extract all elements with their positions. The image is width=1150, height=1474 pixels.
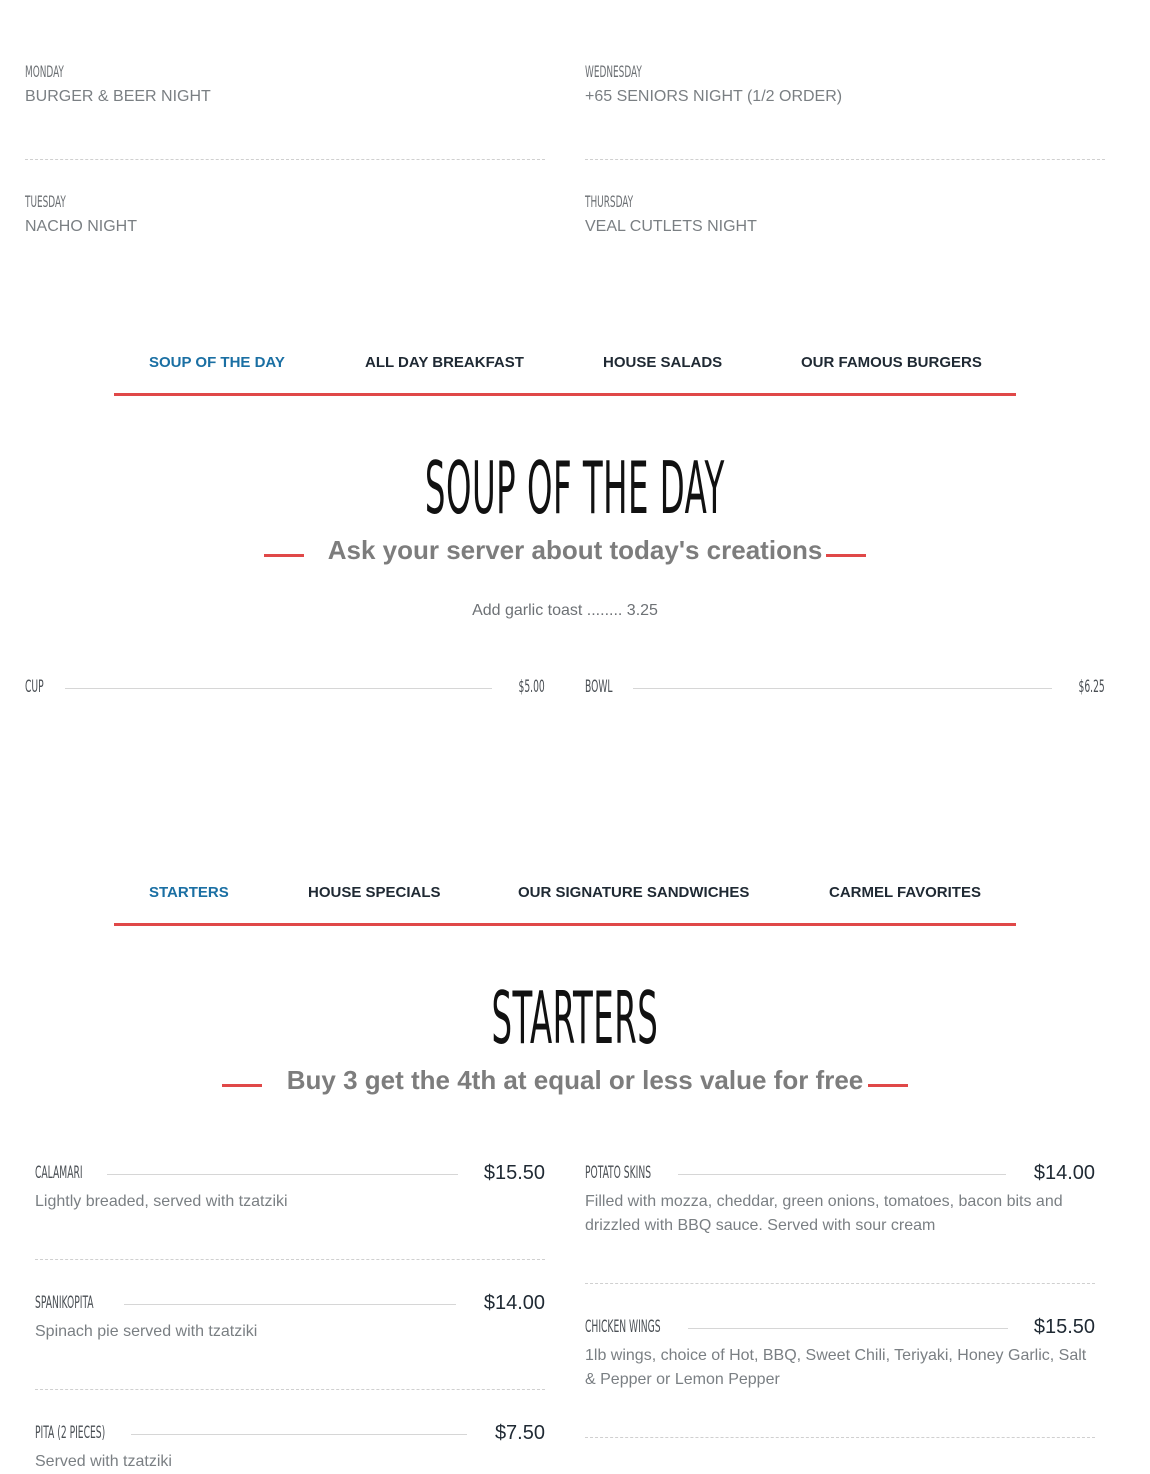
tab-underline bbox=[114, 923, 1016, 926]
tab-house-specials[interactable]: HOUSE SPECIALS bbox=[308, 884, 441, 901]
tab-our-signature-sandwiches[interactable]: OUR SIGNATURE SANDWICHES bbox=[518, 884, 750, 901]
item-price: $5.00 bbox=[518, 677, 545, 697]
tab-soup-of-the-day[interactable]: SOUP OF THE DAY bbox=[149, 354, 285, 371]
daily-special-tuesday bbox=[25, 192, 545, 236]
item-price: $7.50 bbox=[494, 1422, 545, 1444]
divider bbox=[35, 1389, 545, 1390]
divider bbox=[585, 159, 1105, 160]
section-subtitle: Buy 3 get the 4th at equal or less value for free bbox=[286, 1065, 864, 1095]
item-description: 1lb wings, choice of Hot, BBQ, Sweet Chili, Teriyaki, Honey Garlic, Salt & Pepper or Lemon Pepper bbox=[585, 1347, 1087, 1388]
tab-carmel-favorites[interactable]: CARMEL FAVORITES bbox=[829, 884, 981, 901]
item-name: PITA (2 PIECES) bbox=[35, 1423, 106, 1443]
divider bbox=[35, 1259, 545, 1260]
item-price: $15.50 bbox=[483, 1162, 545, 1184]
leader-line bbox=[131, 1434, 467, 1435]
tab-our-famous-burgers[interactable]: OUR FAMOUS BURGERS bbox=[801, 354, 982, 371]
leader-line bbox=[688, 1328, 1008, 1329]
item-name: POTATO SKINS bbox=[585, 1163, 652, 1183]
day-special: VEAL CUTLETS NIGHT bbox=[585, 218, 757, 235]
leader-line bbox=[678, 1174, 1006, 1175]
leader-line bbox=[65, 688, 492, 689]
item-description: Lightly breaded, served with tzatziki bbox=[35, 1193, 288, 1210]
tab-house-salads[interactable]: HOUSE SALADS bbox=[603, 354, 723, 371]
daily-special-monday bbox=[25, 62, 545, 106]
red-dash-right bbox=[868, 1084, 908, 1087]
day-name: TUESDAY bbox=[25, 192, 66, 211]
section-subtitle: Ask your server about today's creations bbox=[327, 535, 823, 565]
item-name: CHICKEN WINGS bbox=[585, 1317, 661, 1337]
item-price: $15.50 bbox=[1033, 1316, 1095, 1338]
tab-starters[interactable]: STARTERS bbox=[149, 884, 229, 901]
item-price: $14.00 bbox=[483, 1292, 545, 1314]
item-price: $6.25 bbox=[1078, 677, 1105, 697]
day-name: WEDNESDAY bbox=[585, 62, 642, 81]
garlic-toast-note: Add garlic toast ........ 3.25 bbox=[472, 602, 658, 619]
section-title: STARTERS bbox=[491, 976, 659, 1060]
item-name: CALAMARI bbox=[35, 1163, 83, 1183]
divider bbox=[585, 1437, 1095, 1438]
tab-underline bbox=[114, 393, 1016, 396]
item-name: SPANIKOPITA bbox=[35, 1293, 94, 1313]
section-title: SOUP OF THE DAY bbox=[425, 446, 725, 530]
red-dash-right bbox=[826, 554, 866, 557]
item-name: BOWL bbox=[585, 677, 613, 697]
divider bbox=[25, 159, 545, 160]
item-description: Spinach pie served with tzatziki bbox=[35, 1323, 258, 1340]
leader-line bbox=[107, 1174, 458, 1175]
leader-line bbox=[124, 1304, 456, 1305]
leader-line bbox=[633, 688, 1052, 689]
day-name: THURSDAY bbox=[585, 192, 634, 211]
daily-special-wednesday bbox=[585, 62, 1105, 106]
day-special: NACHO NIGHT bbox=[25, 218, 137, 235]
item-price: $14.00 bbox=[1033, 1162, 1095, 1184]
divider bbox=[585, 1283, 1095, 1284]
item-description: Served with tzatziki bbox=[35, 1453, 172, 1470]
item-description: Filled with mozza, cheddar, green onions, tomatoes, bacon bits and drizzled with BBQ sauce. Served with sour cream bbox=[585, 1193, 1063, 1234]
item-name: CUP bbox=[25, 677, 44, 697]
day-name: MONDAY bbox=[25, 62, 64, 81]
tab-all-day-breakfast[interactable]: ALL DAY BREAKFAST bbox=[365, 354, 524, 371]
daily-special-thursday bbox=[585, 192, 1105, 236]
day-special: +65 SENIORS NIGHT (1/2 ORDER) bbox=[585, 88, 843, 105]
day-special: BURGER & BEER NIGHT bbox=[25, 88, 211, 105]
